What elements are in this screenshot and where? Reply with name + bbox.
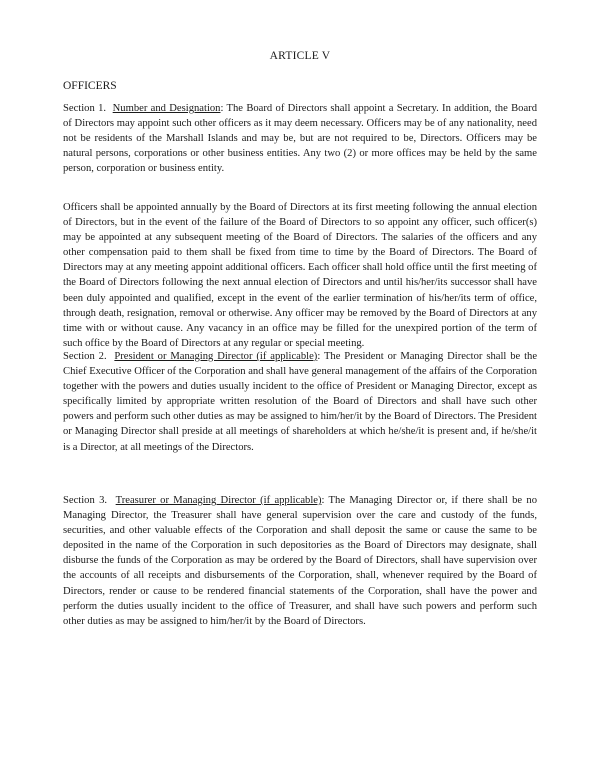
section-1-paragraph bbox=[63, 101, 537, 176]
section-2-number: Section 2. bbox=[63, 351, 107, 362]
section-2-body: : The President or Managing Director shall be the Chief Executive Officer of the Corporation and shall have general management of the affairs of the Corporation together with the powers and duties usually incident to the office of President or Managing Director, except as specifically limited by appropriate written resolution of the Board of Directors and shall have such other powers and perform such other duties as may be assigned to him/her/it by the Board of Directors. The President or Managing Director shall preside at all meetings of shareholders at which he/she/it is present and, if he/she/it is a Director, at all meetings of the Directors. bbox=[63, 351, 538, 453]
section-1-title: Number and Designation bbox=[112, 103, 221, 114]
appointment-paragraph bbox=[63, 200, 537, 351]
section-2-title: President or Managing Director (if applicable) bbox=[114, 351, 318, 362]
article-subheading: OFFICERS bbox=[63, 80, 117, 92]
appointment-body: Officers shall be appointed annually by the Board of Directors at its first meeting following the annual election of Directors, but in the event of the failure of the Board of Directors to so appoint any officer, such officer(s) may be appointed at any subsequent meeting of the Board of Directors. The salaries of the officers and any other compensation paid to them shall be fixed from time to time by the Board of Directors. The Board of Directors may at any meeting appoint additional officers. Each officer shall hold office until the first meeting of the Board of Directors following the next annual election of Directors and until his/her/its successor shall have been duly appointed and qualified, except in the event of the earlier termination of his/her/its term of office, through death, resignation, removal or otherwise. Any officer may be removed by the Board of Directors at any time with or without cause. Any vacancy in an office may be filled for the unexpired portion of the term of such office by the Board of Directors at any regular or special meeting. bbox=[63, 202, 537, 349]
section-3-paragraph bbox=[63, 493, 537, 629]
section-2-paragraph bbox=[63, 349, 537, 455]
article-heading: ARTICLE V bbox=[269, 50, 331, 62]
section-3-number: Section 3. bbox=[63, 495, 108, 506]
section-3-title: Treasurer or Managing Director (if applicable) bbox=[115, 495, 322, 506]
section-1-number: Section 1. bbox=[63, 103, 107, 114]
section-1-body: : The Board of Directors shall appoint a Secretary. In addition, the Board of Directors may appoint such other officers as it may deem necessary. Officers may be of any nationality, need not be residents of the Marshall Islands and may be, but are not required to be, Directors. Officers may be natural persons, corporations or other business entities. Any two (2) or more offices may be held by the same person, corporation or business entity. bbox=[63, 103, 537, 175]
section-3-body: : The Managing Director or, if there shall be no Managing Director, the Treasurer shall have general supervision over the care and custody of the funds, securities, and other valuable effects of the Corporation and shall deposit the same or cause the same to be deposited in the name of the Corporation in such depositories as the Board of Directors may designate, shall disburse the funds of the Corporation as may be ordered by the Board of Directors, shall have supervision over the accounts of all receipts and disbursements of the Corporation, shall, whenever required by the Board of Directors, render or cause to be rendered financial statements of the Corporation, shall have the power and perform the duties usually incident to the office of Treasurer, and shall have such powers and perform such other duties as may be assigned to him/her/it by the Board of Directors. bbox=[63, 495, 537, 627]
